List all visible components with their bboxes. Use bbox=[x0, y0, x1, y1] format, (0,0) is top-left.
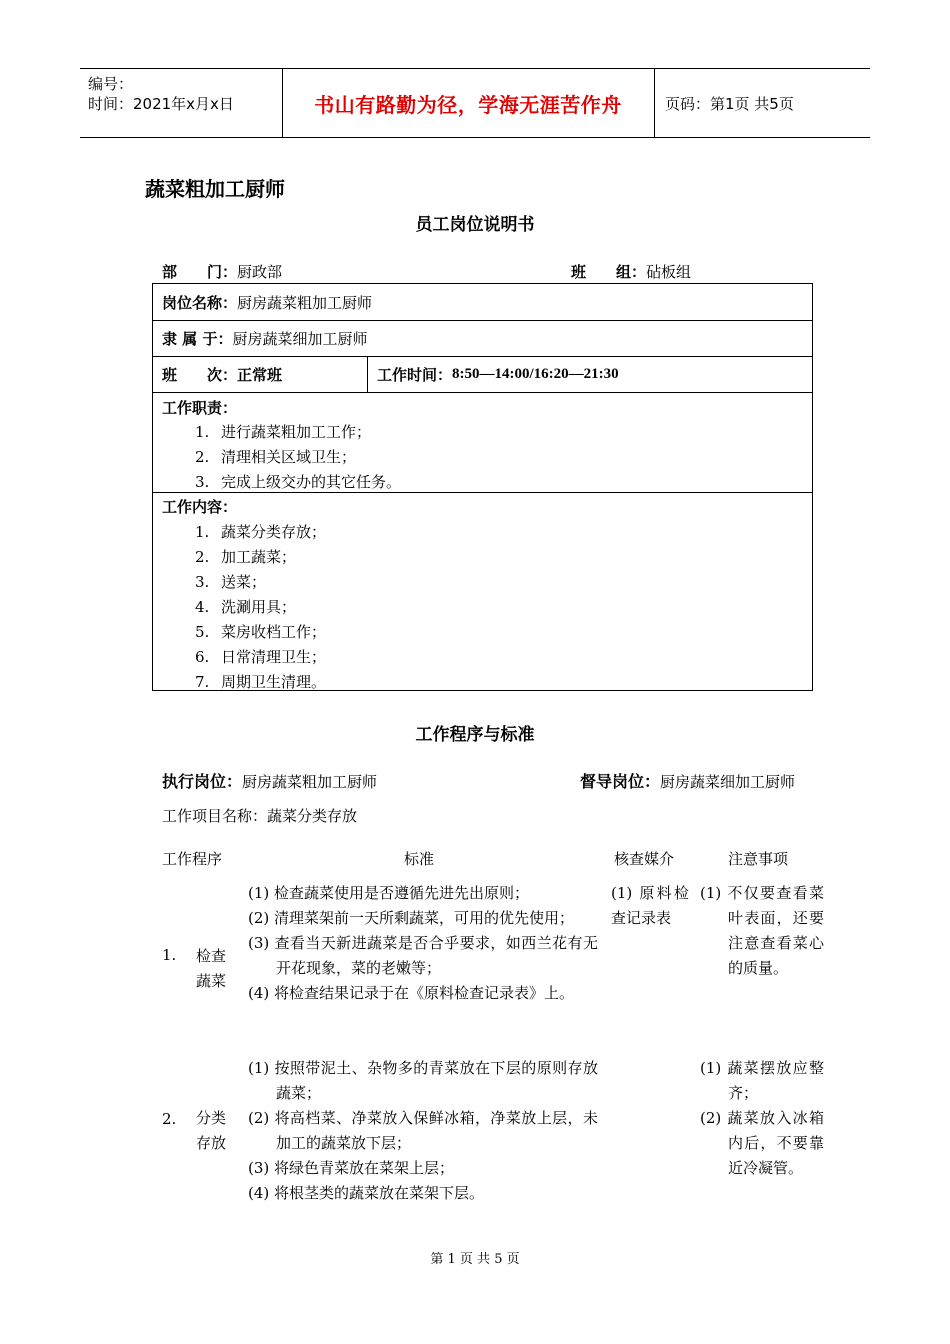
document-time-label: 时间：2021年x月x日 bbox=[88, 95, 234, 113]
position-value: 厨房蔬菜粗加工厨师 bbox=[237, 293, 373, 312]
standard-item: (3) 将绿色青菜放在菜架上层； bbox=[248, 1159, 455, 1177]
content-item bbox=[195, 646, 326, 667]
document-number-label: 编号： bbox=[88, 75, 134, 93]
duties-row bbox=[153, 392, 812, 493]
exec-post-value: 厨房蔬菜粗加工厨师 bbox=[242, 773, 378, 791]
step-number: 1. bbox=[162, 946, 177, 964]
duty-text: 清理相关区域卫生； bbox=[221, 448, 357, 466]
content-number: 5. bbox=[195, 623, 210, 641]
super-post-label: 督导岗位： bbox=[580, 772, 661, 791]
work-time-value: 8:50—14:00/16:20—21:30 bbox=[452, 365, 619, 382]
duty-number: 3. bbox=[195, 473, 210, 491]
contents-row bbox=[153, 492, 812, 690]
department-field bbox=[162, 261, 282, 282]
duty-number: 1. bbox=[195, 423, 210, 441]
shift-row bbox=[153, 356, 812, 393]
step-name: 检查蔬菜 bbox=[196, 947, 227, 990]
step-notes bbox=[700, 881, 824, 981]
step-standards bbox=[248, 1056, 598, 1206]
shift-value: 正常班 bbox=[237, 365, 283, 384]
standard-item: (4) 将根茎类的蔬菜放在菜架下层。 bbox=[248, 1184, 485, 1202]
duty-item bbox=[195, 421, 371, 442]
reports-to-cell bbox=[153, 320, 812, 356]
content-text: 洗涮用具； bbox=[221, 598, 297, 616]
step-standards bbox=[248, 881, 598, 1006]
step-media: (1) 原料检查记录表 bbox=[611, 884, 689, 927]
duty-number: 2. bbox=[195, 448, 210, 466]
work-time-label: 工作时间： bbox=[377, 365, 453, 384]
header-meta-cell bbox=[80, 69, 283, 137]
standard-item: (2) 清理菜架前一天所剩蔬菜，可用的优先使用； bbox=[248, 909, 575, 927]
content-item bbox=[195, 671, 326, 692]
header-page-cell bbox=[655, 69, 870, 137]
work-item-name: 工作项目名称：蔬菜分类存放 bbox=[162, 807, 358, 825]
content-text: 加工蔬菜； bbox=[221, 548, 297, 566]
job-info-table bbox=[152, 283, 813, 691]
standard-item: (4) 将检查结果记录于在《原料检查记录表》上。 bbox=[248, 984, 575, 1002]
page-footer: 第 1 页 共 5 页 bbox=[430, 1252, 520, 1267]
column-procedure: 工作程序 bbox=[162, 850, 223, 868]
content-item bbox=[195, 596, 296, 617]
position-label: 岗位名称： bbox=[162, 293, 238, 312]
super-post-value: 厨房蔬菜细加工厨师 bbox=[660, 773, 796, 791]
department-value: 厨政部 bbox=[237, 263, 283, 281]
content-number: 2. bbox=[195, 548, 210, 566]
exec-post-field bbox=[162, 769, 377, 792]
content-text: 送菜； bbox=[221, 573, 267, 591]
contents-label: 工作内容： bbox=[162, 498, 238, 516]
standard-item: (3) 查看当天新进蔬菜是否合乎要求，如西兰花有无开花现象，菜的老嫩等； bbox=[248, 934, 598, 977]
department-label: 部 门： bbox=[162, 263, 238, 281]
content-item bbox=[195, 546, 296, 567]
position-row bbox=[153, 284, 812, 321]
column-standard: 标准 bbox=[404, 850, 435, 868]
duty-item bbox=[195, 471, 401, 492]
content-number: 4. bbox=[195, 598, 210, 616]
work-time-cell bbox=[368, 356, 812, 392]
team-value: 砧板组 bbox=[646, 263, 692, 281]
super-post-field bbox=[580, 769, 795, 792]
duties-label: 工作职责： bbox=[162, 399, 238, 417]
content-item bbox=[195, 621, 326, 642]
duty-text: 进行蔬菜粗加工工作； bbox=[221, 423, 372, 441]
standard-item: (1) 检查蔬菜使用是否遵循先进先出原则； bbox=[248, 884, 530, 902]
document-title: 蔬菜粗加工厨师 bbox=[145, 177, 285, 201]
step-name: 分类存放 bbox=[196, 1109, 227, 1152]
duty-text: 完成上级交办的其它任务。 bbox=[221, 473, 402, 491]
column-media: 核查媒介 bbox=[614, 850, 675, 868]
reports-to-value: 厨房蔬菜细加工厨师 bbox=[232, 329, 368, 348]
content-text: 蔬菜分类存放； bbox=[221, 523, 327, 541]
content-number: 7. bbox=[195, 673, 210, 691]
content-item bbox=[195, 521, 326, 542]
column-notes: 注意事项 bbox=[728, 850, 789, 868]
page-header bbox=[80, 68, 870, 138]
team-field bbox=[571, 261, 691, 282]
content-number: 6. bbox=[195, 648, 210, 666]
exec-post-label: 执行岗位： bbox=[162, 772, 243, 791]
step-number: 2. bbox=[162, 1110, 177, 1128]
page-number-label: 页码：第1页 共5页 bbox=[665, 94, 794, 113]
note-item: (2) 蔬菜放入冰箱内后，不要靠近冷凝管。 bbox=[700, 1109, 824, 1177]
content-text: 菜房收档工作； bbox=[221, 623, 327, 641]
duty-item bbox=[195, 446, 356, 467]
standard-item: (2) 将高档菜、净菜放入保鲜冰箱，净菜放上层，未加工的蔬菜放下层； bbox=[248, 1109, 598, 1152]
content-number: 3. bbox=[195, 573, 210, 591]
motto-text: 书山有路勤为径，学海无涯苦作舟 bbox=[314, 92, 622, 117]
content-text: 周期卫生清理。 bbox=[221, 673, 327, 691]
content-number: 1. bbox=[195, 523, 210, 541]
shift-cell bbox=[153, 356, 368, 392]
header-motto-cell bbox=[282, 69, 655, 137]
reports-to-label: 隶 属 于： bbox=[162, 329, 233, 348]
position-cell bbox=[153, 284, 812, 320]
note-item: (1) 蔬菜摆放应整齐； bbox=[700, 1059, 824, 1102]
job-description-title: 员工岗位说明书 bbox=[415, 215, 535, 235]
shift-label: 班 次： bbox=[162, 365, 238, 384]
reports-to-row bbox=[153, 320, 812, 357]
step-notes bbox=[700, 1056, 824, 1181]
content-item bbox=[195, 571, 266, 592]
standard-item: (1) 按照带泥土、杂物多的青菜放在下层的原则存放蔬菜； bbox=[248, 1059, 598, 1102]
content-text: 日常清理卫生； bbox=[221, 648, 327, 666]
note-item: (1) 不仅要查看菜叶表面，还要注意查看菜心的质量。 bbox=[700, 884, 824, 977]
procedure-title: 工作程序与标准 bbox=[415, 725, 535, 745]
team-label: 班 组： bbox=[571, 263, 647, 281]
